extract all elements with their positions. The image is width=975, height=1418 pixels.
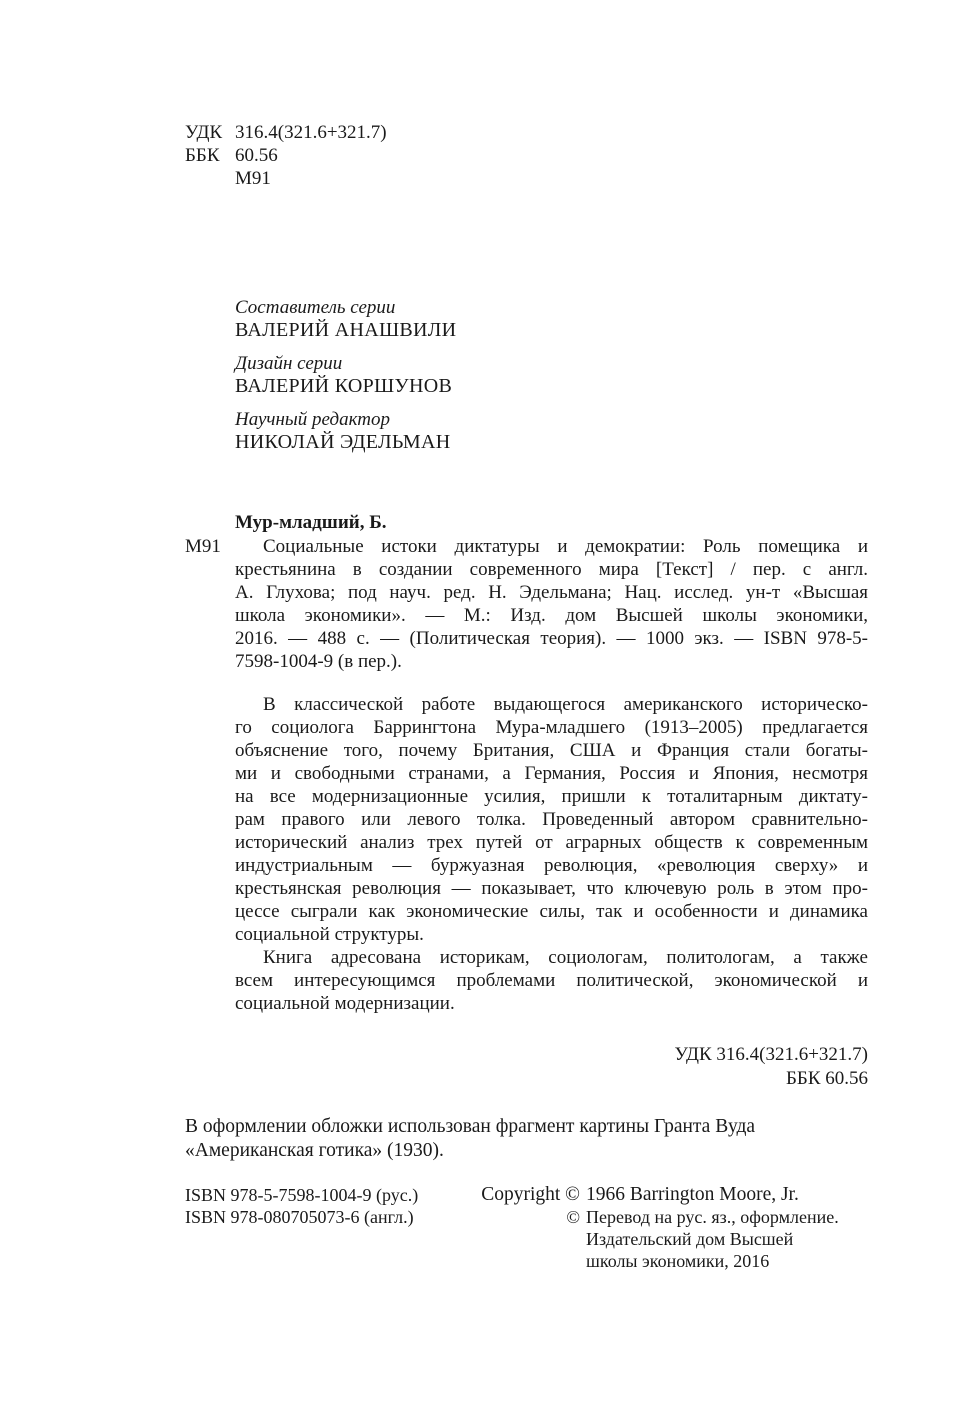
bbk-code: ББК 60.56 — [786, 1068, 868, 1089]
credit-role: Научный редактор — [235, 409, 390, 430]
author-heading: Мур-младший, Б. — [235, 512, 387, 533]
classification-bottom — [500, 1043, 868, 1091]
annotation-line: исторический анализ трех путей от аграрных обществ к современным — [235, 832, 868, 853]
bibliographic-description — [235, 535, 868, 673]
annotation-line: цессе сыграли как экономические силы, так и особенности и динамика — [235, 901, 868, 922]
copyright-line1: 1966 Barrington Moore, Jr. — [586, 1184, 799, 1205]
bib-line: крестьянина в создании современного мира [Текст] / пер. с англ. — [235, 559, 868, 580]
annotation — [235, 693, 868, 1015]
annotation-line: Книга адресована историкам, социологам, политологам, а также — [263, 947, 868, 968]
credit-designer — [235, 352, 456, 408]
annotation-line: социальной модернизации. — [235, 993, 455, 1014]
copyright-line4: школы экономики, 2016 — [586, 1251, 770, 1271]
bbk-value: 60.56 — [235, 145, 278, 166]
credit-role: Составитель серии — [235, 297, 396, 318]
annotation-line: ми и свободными странами, а Германия, Россия и Япония, несмотря — [235, 763, 868, 784]
annotation-line: В классической работе выдающегося американского историческо- — [263, 694, 868, 715]
annotation-line: индустриальным — буржуазная революция, «революция сверху» и — [235, 855, 868, 876]
annotation-line: рам правого или левого толка. Проведенный автором сравнительно- — [235, 809, 868, 830]
isbn-block — [185, 1184, 418, 1228]
annotation-line: на все модернизационные усилия, пришли к тоталитарным диктату- — [235, 786, 868, 807]
credit-name: ВАЛЕРИЙ КОРШУНОВ — [235, 375, 453, 397]
author-mark: М91 — [235, 168, 271, 189]
copyright-line2: Перевод на рус. яз., оформление. — [586, 1207, 839, 1227]
credit-name: ВАЛЕРИЙ АНАШВИЛИ — [235, 319, 457, 341]
credit-name: НИКОЛАЙ ЭДЕЛЬМАН — [235, 431, 451, 453]
cover-note-line: «Американская готика» (1930). — [185, 1140, 444, 1161]
annotation-line: всем интересующимся проблемами политической, экономической и — [235, 970, 868, 991]
bib-line: школа экономики». — М.: Изд. дом Высшей школы экономики, — [235, 605, 868, 626]
cover-note-line: В оформлении обложки использован фрагмент картины Гранта Вуда — [185, 1116, 756, 1137]
margin-mark: М91 — [185, 536, 221, 557]
isbn-eng: ISBN 978-080705073-6 (англ.) — [185, 1207, 414, 1227]
copyright-symbol: © — [566, 1207, 580, 1227]
annotation-line: объяснение того, почему Британия, США и Франция стали богаты- — [235, 740, 868, 761]
credits — [235, 296, 456, 464]
udk-code: УДК 316.4(321.6+321.7) — [674, 1044, 868, 1065]
credit-editor — [235, 408, 456, 464]
udk-label: УДК — [185, 122, 223, 143]
isbn-rus: ISBN 978-5-7598-1004-9 (рус.) — [185, 1185, 419, 1205]
cover-note — [185, 1115, 755, 1163]
bib-line: А. Глухова; под науч. ред. Н. Эдельмана; Нац. исслед. ун-т «Высшая — [235, 582, 868, 603]
copyright-label: Copyright © — [481, 1184, 580, 1205]
udk-value: 316.4(321.6+321.7) — [235, 122, 387, 143]
bbk-label: ББК — [185, 145, 220, 166]
copyright-line3: Издательский дом Высшей — [586, 1229, 794, 1249]
annotation-line: го социолога Баррингтона Мура-младшего (1913–2005) предлагается — [235, 717, 868, 738]
credit-compiler — [235, 296, 456, 352]
credit-role: Дизайн серии — [235, 353, 343, 374]
annotation-line: социальной структуры. — [235, 924, 424, 945]
annotation-line: крестьянская революция — показывает, что ключевую роль в этом про- — [235, 878, 868, 899]
bib-line: 7598-1004-9 (в пер.). — [235, 651, 402, 672]
bib-line: 2016. — 488 с. — (Политическая теория). — 1000 экз. — ISBN 978-5- — [235, 628, 868, 649]
classification-top — [185, 121, 387, 190]
copyright-block — [462, 1183, 839, 1272]
bib-line: Социальные истоки диктатуры и демократии: Роль помещика и — [263, 536, 868, 557]
